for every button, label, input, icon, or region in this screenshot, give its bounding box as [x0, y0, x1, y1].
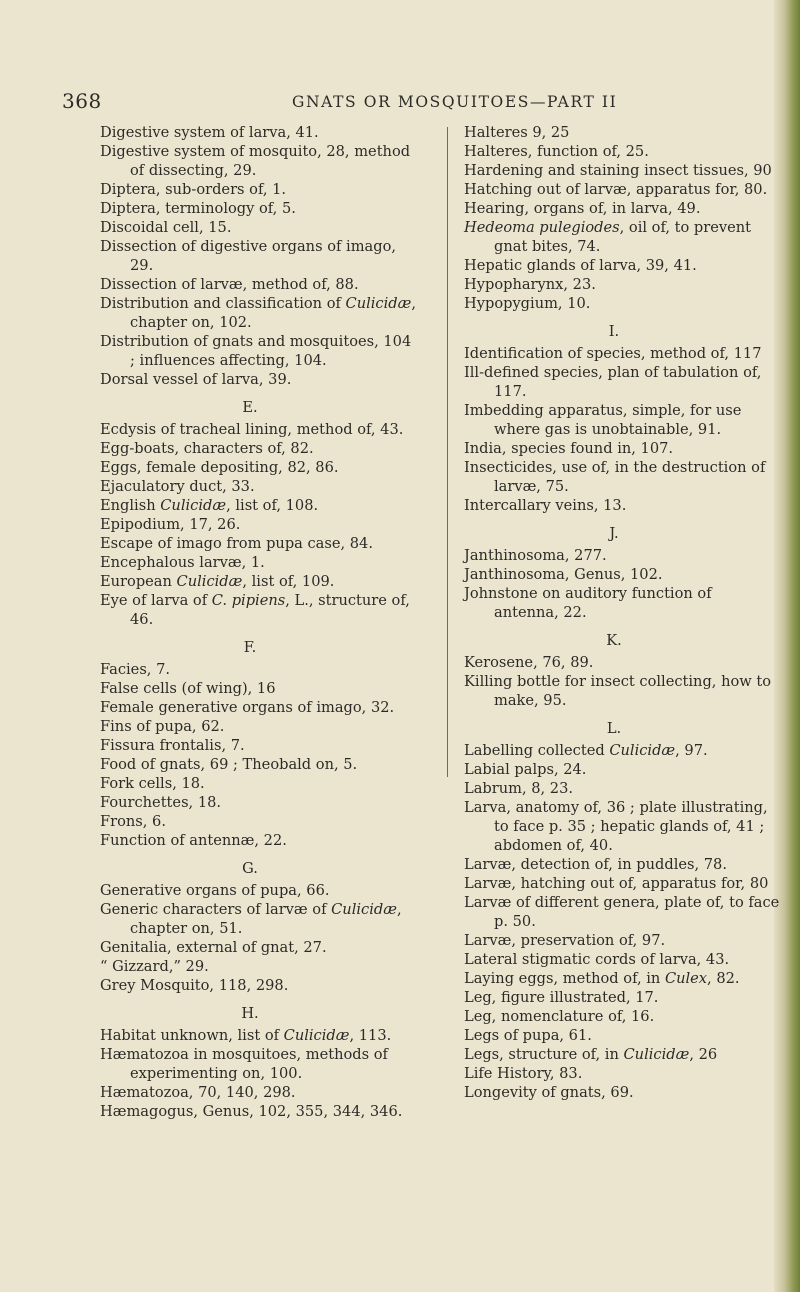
index-entry: Ejaculatory duct, 33.: [100, 478, 255, 495]
index-entry: Imbedding apparatus, simple, for use where gas is unobtainable, 91.: [464, 402, 742, 438]
index-entry: Fins of pupa, 62.: [100, 718, 225, 735]
index-column-right: [464, 123, 780, 1102]
index-entry: Larvæ of different genera, plate of, to face p. 50.: [464, 894, 780, 930]
running-title: GNATS OR MOSQUITOES—PART II: [292, 93, 618, 111]
index-entry: “ Gizzard,” 29.: [100, 958, 209, 975]
index-entry: Hearing, organs of, in larva, 49.: [464, 200, 701, 217]
index-entry: Larva, anatomy of, 36 ; plate illustrating, to face p. 35 ; hepatic glands of, 41 ; abdomen of, 40.: [464, 799, 768, 854]
index-entry: Epipodium, 17, 26.: [100, 516, 241, 533]
index-entry: Legs, structure of, in Culicidæ, 26: [464, 1046, 718, 1063]
index-entry: Grey Mosquito, 118, 298.: [100, 977, 289, 994]
section-letter: H.: [241, 1005, 259, 1022]
index-entry: Ill-defined species, plan of tabulation of, 117.: [464, 364, 762, 400]
index-entry: Hæmagogus, Genus, 102, 355, 344, 346.: [100, 1103, 403, 1120]
section-letter: G.: [242, 860, 258, 877]
index-entry: Kerosene, 76, 89.: [464, 654, 594, 671]
index-entry: False cells (of wing), 16: [100, 680, 276, 697]
index-entry: Janthinosoma, 277.: [464, 547, 607, 564]
index-column-left: [100, 123, 418, 1121]
index-entry: Insecticides, use of, in the destruction of larvæ, 75.: [464, 459, 766, 495]
index-entry: Eggs, female depositing, 82, 86.: [100, 459, 339, 476]
index-entry: Labial palps, 24.: [464, 761, 587, 778]
index-entry: Lateral stigmatic cords of larva, 43.: [464, 951, 730, 968]
index-entry: Legs of pupa, 61.: [464, 1027, 592, 1044]
index-entry: Food of gnats, 69 ; Theobald on, 5.: [100, 756, 358, 773]
index-entry: Halteres, function of, 25.: [464, 143, 649, 160]
section-letter: I.: [608, 323, 620, 340]
index-entry: Digestive system of mosquito, 28, method of dissecting, 29.: [100, 143, 411, 179]
index-entry: Halteres 9, 25: [464, 124, 570, 141]
index-entry: Labelling collected Culicidæ, 97.: [464, 742, 708, 759]
index-entry: Fissura frontalis, 7.: [100, 737, 245, 754]
index-entry: Facies, 7.: [100, 661, 171, 678]
section-letter: E.: [242, 399, 258, 416]
page-number: 368: [62, 89, 102, 113]
index-entry: India, species found in, 107.: [464, 440, 674, 457]
index-entry: European Culicidæ, list of, 109.: [100, 573, 335, 590]
index-entry: Distribution and classification of Culicidæ, chapter on, 102.: [100, 295, 416, 331]
index-entry: Leg, figure illustrated, 17.: [464, 989, 659, 1006]
index-entry: Discoidal cell, 15.: [100, 219, 232, 236]
index-entry: Encephalous larvæ, 1.: [100, 554, 265, 571]
index-entry: Distribution of gnats and mosquitoes, 104 ; influences affecting, 104.: [100, 333, 412, 369]
index-entry: Fork cells, 18.: [100, 775, 205, 792]
index-entry: Diptera, sub-orders of, 1.: [100, 181, 287, 198]
index-entry: English Culicidæ, list of, 108.: [100, 497, 319, 514]
section-letter: K.: [606, 632, 622, 649]
index-entry: Janthinosoma, Genus, 102.: [464, 566, 663, 583]
index-entry: Longevity of gnats, 69.: [464, 1084, 634, 1101]
index-entry: Killing bottle for insect collecting, how to make, 95.: [464, 673, 772, 709]
index-entry: Leg, nomenclature of, 16.: [464, 1008, 655, 1025]
index-entry: Genitalia, external of gnat, 27.: [100, 939, 327, 956]
index-entry: Hepatic glands of larva, 39, 41.: [464, 257, 697, 274]
index-entry: Habitat unknown, list of Culicidæ, 113.: [100, 1027, 392, 1044]
index-entry: Diptera, terminology of, 5.: [100, 200, 296, 217]
index-entry: Larvæ, preservation of, 97.: [464, 932, 666, 949]
index-entry: Larvæ, hatching out of, apparatus for, 80: [464, 875, 769, 892]
index-entry: Generic characters of larvæ of Culicidæ, chapter on, 51.: [100, 901, 402, 937]
column-divider: [447, 127, 448, 777]
section-letter: L.: [606, 720, 622, 737]
index-entry: Escape of imago from pupa case, 84.: [100, 535, 373, 552]
index-entry: Ecdysis of tracheal lining, method of, 43.: [100, 421, 404, 438]
index-entry: Hatching out of larvæ, apparatus for, 80.: [464, 181, 768, 198]
index-entry: Hæmatozoa, 70, 140, 298.: [100, 1084, 296, 1101]
index-entry: Intercallary veins, 13.: [464, 497, 627, 514]
index-entry: Labrum, 8, 23.: [464, 780, 573, 797]
index-entry: Fourchettes, 18.: [100, 794, 222, 811]
index-entry: Digestive system of larva, 41.: [100, 124, 319, 141]
index-entry: Dissection of digestive organs of imago, 29.: [100, 238, 397, 274]
index-entry: Generative organs of pupa, 66.: [100, 882, 330, 899]
index-entry: Hardening and staining insect tissues, 90: [464, 162, 772, 179]
index-entry: Life History, 83.: [464, 1065, 583, 1082]
index-entry: Function of antennæ, 22.: [100, 832, 287, 849]
index-entry: Female generative organs of imago, 32.: [100, 699, 395, 716]
index-entry: Frons, 6.: [100, 813, 166, 830]
index-entry: Larvæ, detection of, in puddles, 78.: [464, 856, 727, 873]
index-entry: Hæmatozoa in mosquitoes, methods of experimenting on, 100.: [100, 1046, 388, 1082]
index-entry: Laying eggs, method of, in Culex, 82.: [464, 970, 740, 987]
index-entry: Hypopharynx, 23.: [464, 276, 596, 293]
index-entry: Eye of larva of C. pipiens, L., structure of, 46.: [100, 592, 410, 628]
index-entry: Egg-boats, characters of, 82.: [100, 440, 314, 457]
index-entry: Dorsal vessel of larva, 39.: [100, 371, 292, 388]
index-entry: Identification of species, method of, 117: [464, 345, 762, 362]
index-entry: Hypopygium, 10.: [464, 295, 591, 312]
index-entry: Johnstone on auditory function of antenna, 22.: [464, 585, 712, 621]
index-entry: Hedeoma pulegiodes, oil of, to prevent gnat bites, 74.: [464, 219, 751, 255]
page-header: [0, 89, 780, 119]
section-letter: J.: [609, 525, 619, 542]
section-letter: F.: [243, 639, 257, 656]
index-entry: Dissection of larvæ, method of, 88.: [100, 276, 359, 293]
